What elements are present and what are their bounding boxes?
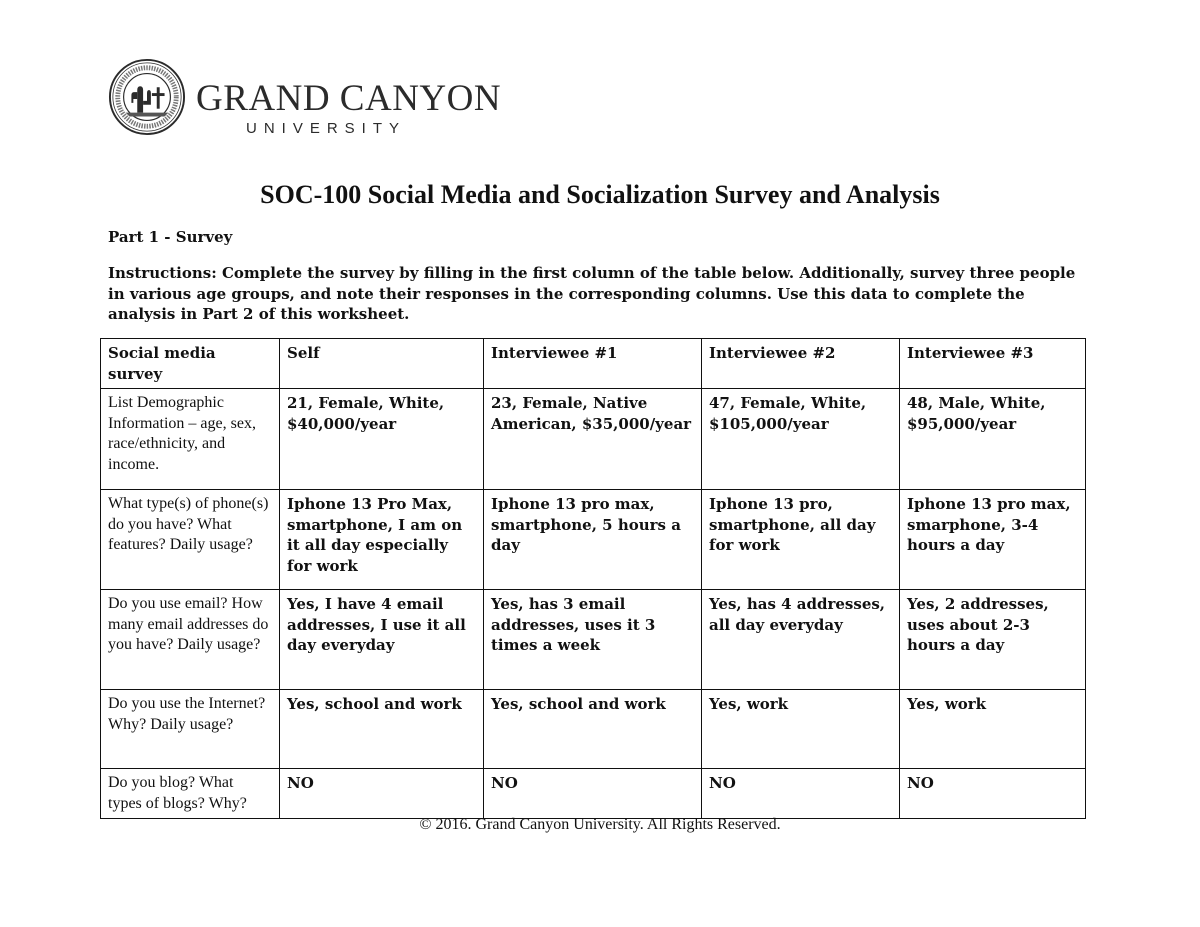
- question-cell: List Demographic Information – age, sex, race/ethnicity, and income.: [101, 389, 280, 490]
- answer-cell: Iphone 13 Pro Max, smartphone, I am on it all day especially for work: [280, 490, 484, 590]
- instructions-text: Instructions: Complete the survey by filling in the first column of the table below. Additionally, survey three people in various age groups, and note their responses in the corresponding columns. Use this data to complete the analysis in Part 2 of this worksheet.: [108, 264, 1076, 323]
- answer-cell: 21, Female, White, $40,000/year: [280, 389, 484, 490]
- answer-cell: Iphone 13 pro max, smartphone, 5 hours a day: [484, 490, 702, 590]
- table-header-row: [101, 339, 1086, 389]
- answer-cell: NO: [702, 769, 900, 819]
- column-header-survey: Social media survey: [101, 339, 280, 389]
- answer-cell: NO: [280, 769, 484, 819]
- logo-subline: UNIVERSITY: [246, 120, 407, 137]
- answer-cell: 48, Male, White, $95,000/year: [900, 389, 1086, 490]
- document-title: SOC-100 Social Media and Socialization Survey and Analysis: [260, 180, 940, 209]
- answer-cell: Yes, 2 addresses, uses about 2-3 hours a day: [900, 590, 1086, 690]
- table-row: [101, 590, 1086, 690]
- copyright-footer: © 2016. Grand Canyon University. All Rights Reserved.: [419, 816, 781, 833]
- answer-cell: Yes, work: [900, 690, 1086, 769]
- logo-wordmark: GRAND CANYON: [196, 78, 502, 119]
- answer-cell: Yes, has 4 addresses, all day everyday: [702, 590, 900, 690]
- answer-cell: Iphone 13 pro max, smarphone, 3-4 hours a day: [900, 490, 1086, 590]
- question-cell: Do you use the Internet? Why? Daily usage?: [101, 690, 280, 769]
- answer-cell: Yes, work: [702, 690, 900, 769]
- column-header-interviewee-1: Interviewee #1: [484, 339, 702, 389]
- table-row: [101, 690, 1086, 769]
- answer-cell: Yes, school and work: [280, 690, 484, 769]
- answer-cell: Yes, school and work: [484, 690, 702, 769]
- university-logo: [108, 58, 502, 140]
- column-header-interviewee-3: Interviewee #3: [900, 339, 1086, 389]
- answer-cell: Iphone 13 pro, smartphone, all day for work: [702, 490, 900, 590]
- answer-cell: 23, Female, Native American, $35,000/year: [484, 389, 702, 490]
- question-cell: Do you use email? How many email addresses do you have? Daily usage?: [101, 590, 280, 690]
- column-header-interviewee-2: Interviewee #2: [702, 339, 900, 389]
- answer-cell: Yes, I have 4 email addresses, I use it all day everyday: [280, 590, 484, 690]
- answer-cell: Yes, has 3 email addresses, uses it 3 times a week: [484, 590, 702, 690]
- part-heading: Part 1 - Survey: [108, 228, 233, 246]
- answer-cell: 47, Female, White, $105,000/year: [702, 389, 900, 490]
- answer-cell: NO: [900, 769, 1086, 819]
- survey-table: [100, 338, 1086, 819]
- table-row: [101, 769, 1086, 819]
- university-seal-icon: [108, 58, 186, 136]
- table-row: [101, 490, 1086, 590]
- question-cell: What type(s) of phone(s) do you have? What features? Daily usage?: [101, 490, 280, 590]
- table-row: [101, 389, 1086, 490]
- column-header-self: Self: [280, 339, 484, 389]
- answer-cell: NO: [484, 769, 702, 819]
- question-cell: Do you blog? What types of blogs? Why?: [101, 769, 280, 819]
